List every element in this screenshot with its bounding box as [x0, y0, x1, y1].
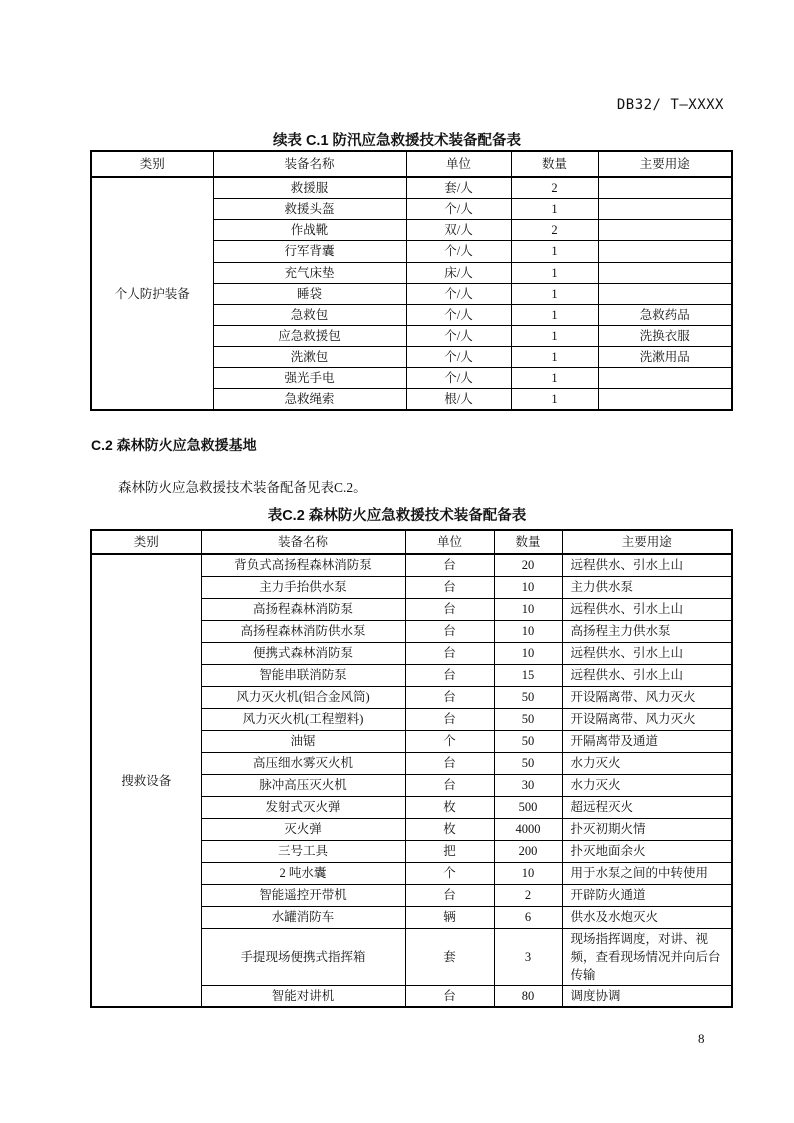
quantity-cell: 1 [511, 389, 598, 411]
quantity-cell: 20 [494, 554, 562, 576]
quantity-cell: 10 [494, 598, 562, 620]
column-header-quantity: 数量 [494, 530, 562, 554]
column-header-unit: 单位 [405, 530, 494, 554]
quantity-cell: 10 [494, 862, 562, 884]
main-use-cell: 用于水泵之间的中转使用 [562, 862, 732, 884]
column-header-main-use: 主要用途 [562, 530, 732, 554]
unit-cell: 床/人 [406, 262, 511, 283]
quantity-cell: 1 [511, 262, 598, 283]
table-header-row [91, 151, 732, 177]
quantity-cell: 50 [494, 686, 562, 708]
unit-cell: 个/人 [406, 368, 511, 389]
column-header-main-use: 主要用途 [598, 151, 732, 177]
unit-cell: 个/人 [406, 304, 511, 325]
unit-cell: 套 [405, 928, 494, 985]
equipment-name-cell: 高扬程森林消防泵 [201, 598, 405, 620]
equipment-name-cell: 风力灭火机(工程塑料) [201, 708, 405, 730]
unit-cell: 台 [405, 752, 494, 774]
flood-equipment-table [90, 150, 733, 411]
table-row [91, 177, 732, 199]
main-use-cell [598, 368, 732, 389]
unit-cell: 台 [405, 985, 494, 1007]
equipment-name-cell: 背负式高扬程森林消防泵 [201, 554, 405, 576]
equipment-name-cell: 充气床垫 [213, 262, 406, 283]
quantity-cell: 6 [494, 906, 562, 928]
equipment-name-cell: 高压细水雾灭火机 [201, 752, 405, 774]
quantity-cell: 80 [494, 985, 562, 1007]
main-use-cell: 开设隔离带、风力灭火 [562, 686, 732, 708]
unit-cell: 个/人 [406, 199, 511, 220]
table1-title: 续表 C.1 防汛应急救援技术装备配备表 [272, 133, 522, 149]
quantity-cell: 50 [494, 730, 562, 752]
quantity-cell: 50 [494, 752, 562, 774]
equipment-name-cell: 救援头盔 [213, 199, 406, 220]
equipment-name-cell: 智能遥控开带机 [201, 884, 405, 906]
unit-cell: 台 [405, 686, 494, 708]
quantity-cell: 1 [511, 347, 598, 368]
unit-cell: 个 [405, 730, 494, 752]
quantity-cell: 2 [494, 884, 562, 906]
quantity-cell: 2 [511, 220, 598, 241]
equipment-name-cell: 智能串联消防泵 [201, 664, 405, 686]
equipment-name-cell: 应急救援包 [213, 325, 406, 346]
equipment-name-cell: 强光手电 [213, 368, 406, 389]
unit-cell: 台 [405, 598, 494, 620]
equipment-name-cell: 脉冲高压灭火机 [201, 774, 405, 796]
column-header-category: 类别 [91, 530, 201, 554]
column-header-category: 类别 [91, 151, 213, 177]
unit-cell: 个 [405, 862, 494, 884]
equipment-name-cell: 手提现场便携式指挥箱 [201, 928, 405, 985]
quantity-cell: 10 [494, 620, 562, 642]
quantity-cell: 1 [511, 199, 598, 220]
quantity-cell: 2 [511, 177, 598, 199]
main-use-cell [598, 241, 732, 262]
unit-cell: 枚 [405, 818, 494, 840]
quantity-cell: 500 [494, 796, 562, 818]
quantity-cell: 1 [511, 368, 598, 389]
main-use-cell: 开设隔离带、风力灭火 [562, 708, 732, 730]
unit-cell: 枚 [405, 796, 494, 818]
unit-cell: 台 [405, 664, 494, 686]
main-use-cell: 主力供水泵 [562, 576, 732, 598]
quantity-cell: 3 [494, 928, 562, 985]
equipment-name-cell: 主力手抬供水泵 [201, 576, 405, 598]
main-use-cell: 水力灭火 [562, 774, 732, 796]
column-header-quantity: 数量 [511, 151, 598, 177]
main-use-cell: 调度协调 [562, 985, 732, 1007]
forest-fire-equipment-table [90, 529, 733, 1008]
column-header-unit: 单位 [406, 151, 511, 177]
main-use-cell: 急救药品 [598, 304, 732, 325]
equipment-name-cell: 作战靴 [213, 220, 406, 241]
main-use-cell [598, 177, 732, 199]
equipment-name-cell: 睡袋 [213, 283, 406, 304]
equipment-name-cell: 行军背囊 [213, 241, 406, 262]
equipment-name-cell: 便携式森林消防泵 [201, 642, 405, 664]
category-cell: 搜救设备 [91, 554, 201, 1007]
quantity-cell: 1 [511, 325, 598, 346]
table-row [91, 554, 732, 576]
main-use-cell: 开辟防火通道 [562, 884, 732, 906]
main-use-cell: 供水及水炮灭火 [562, 906, 732, 928]
main-use-cell [598, 262, 732, 283]
equipment-name-cell: 急救包 [213, 304, 406, 325]
equipment-name-cell: 急救绳索 [213, 389, 406, 411]
quantity-cell: 1 [511, 304, 598, 325]
main-use-cell [598, 389, 732, 411]
section-heading-c2: C.2 森林防火应急救援基地 [91, 437, 257, 453]
main-use-cell: 扑灭地面余火 [562, 840, 732, 862]
unit-cell: 个/人 [406, 241, 511, 262]
equipment-name-cell: 三号工具 [201, 840, 405, 862]
equipment-name-cell: 发射式灭火弹 [201, 796, 405, 818]
equipment-name-cell: 油锯 [201, 730, 405, 752]
equipment-name-cell: 灭火弹 [201, 818, 405, 840]
equipment-name-cell: 2 吨水囊 [201, 862, 405, 884]
unit-cell: 套/人 [406, 177, 511, 199]
quantity-cell: 1 [511, 241, 598, 262]
unit-cell: 个/人 [406, 283, 511, 304]
main-use-cell: 高扬程主力供水泵 [562, 620, 732, 642]
unit-cell: 根/人 [406, 389, 511, 411]
quantity-cell: 200 [494, 840, 562, 862]
quantity-cell: 15 [494, 664, 562, 686]
column-header-equipment-name: 装备名称 [201, 530, 405, 554]
page-number: 8 [698, 1031, 705, 1046]
unit-cell: 台 [405, 576, 494, 598]
unit-cell: 个/人 [406, 347, 511, 368]
unit-cell: 台 [405, 620, 494, 642]
main-use-cell: 洗换衣服 [598, 325, 732, 346]
quantity-cell: 10 [494, 576, 562, 598]
unit-cell: 台 [405, 884, 494, 906]
main-use-cell: 洗漱用品 [598, 347, 732, 368]
unit-cell: 辆 [405, 906, 494, 928]
main-use-cell: 开隔离带及通道 [562, 730, 732, 752]
quantity-cell: 30 [494, 774, 562, 796]
quantity-cell: 4000 [494, 818, 562, 840]
unit-cell: 台 [405, 774, 494, 796]
main-use-cell [598, 199, 732, 220]
quantity-cell: 1 [511, 283, 598, 304]
main-use-cell: 远程供水、引水上山 [562, 642, 732, 664]
unit-cell: 把 [405, 840, 494, 862]
unit-cell: 个/人 [406, 325, 511, 346]
unit-cell: 台 [405, 554, 494, 576]
quantity-cell: 50 [494, 708, 562, 730]
equipment-name-cell: 洗漱包 [213, 347, 406, 368]
table2-title: 表C.2 森林防火应急救援技术装备配备表 [267, 508, 527, 524]
unit-cell: 双/人 [406, 220, 511, 241]
main-use-cell: 远程供水、引水上山 [562, 554, 732, 576]
equipment-name-cell: 救援服 [213, 177, 406, 199]
document-number-header: DB32/ T—XXXX [616, 97, 724, 113]
main-use-cell: 远程供水、引水上山 [562, 598, 732, 620]
table-header-row [91, 530, 732, 554]
equipment-name-cell: 智能对讲机 [201, 985, 405, 1007]
main-use-cell: 现场指挥调度，对讲、视频，查看现场情况并向后台传输 [562, 928, 732, 985]
main-use-cell: 水力灭火 [562, 752, 732, 774]
main-use-cell: 扑灭初期火情 [562, 818, 732, 840]
column-header-equipment-name: 装备名称 [213, 151, 406, 177]
quantity-cell: 10 [494, 642, 562, 664]
section-paragraph: 森林防火应急救援技术装备配备见表C.2。 [118, 480, 367, 495]
equipment-name-cell: 风力灭火机(铝合金风筒) [201, 686, 405, 708]
category-cell: 个人防护装备 [91, 177, 213, 410]
equipment-name-cell: 高扬程森林消防供水泵 [201, 620, 405, 642]
main-use-cell [598, 220, 732, 241]
equipment-name-cell: 水罐消防车 [201, 906, 405, 928]
main-use-cell: 超远程灭火 [562, 796, 732, 818]
unit-cell: 台 [405, 642, 494, 664]
unit-cell: 台 [405, 708, 494, 730]
main-use-cell: 远程供水、引水上山 [562, 664, 732, 686]
main-use-cell [598, 283, 732, 304]
